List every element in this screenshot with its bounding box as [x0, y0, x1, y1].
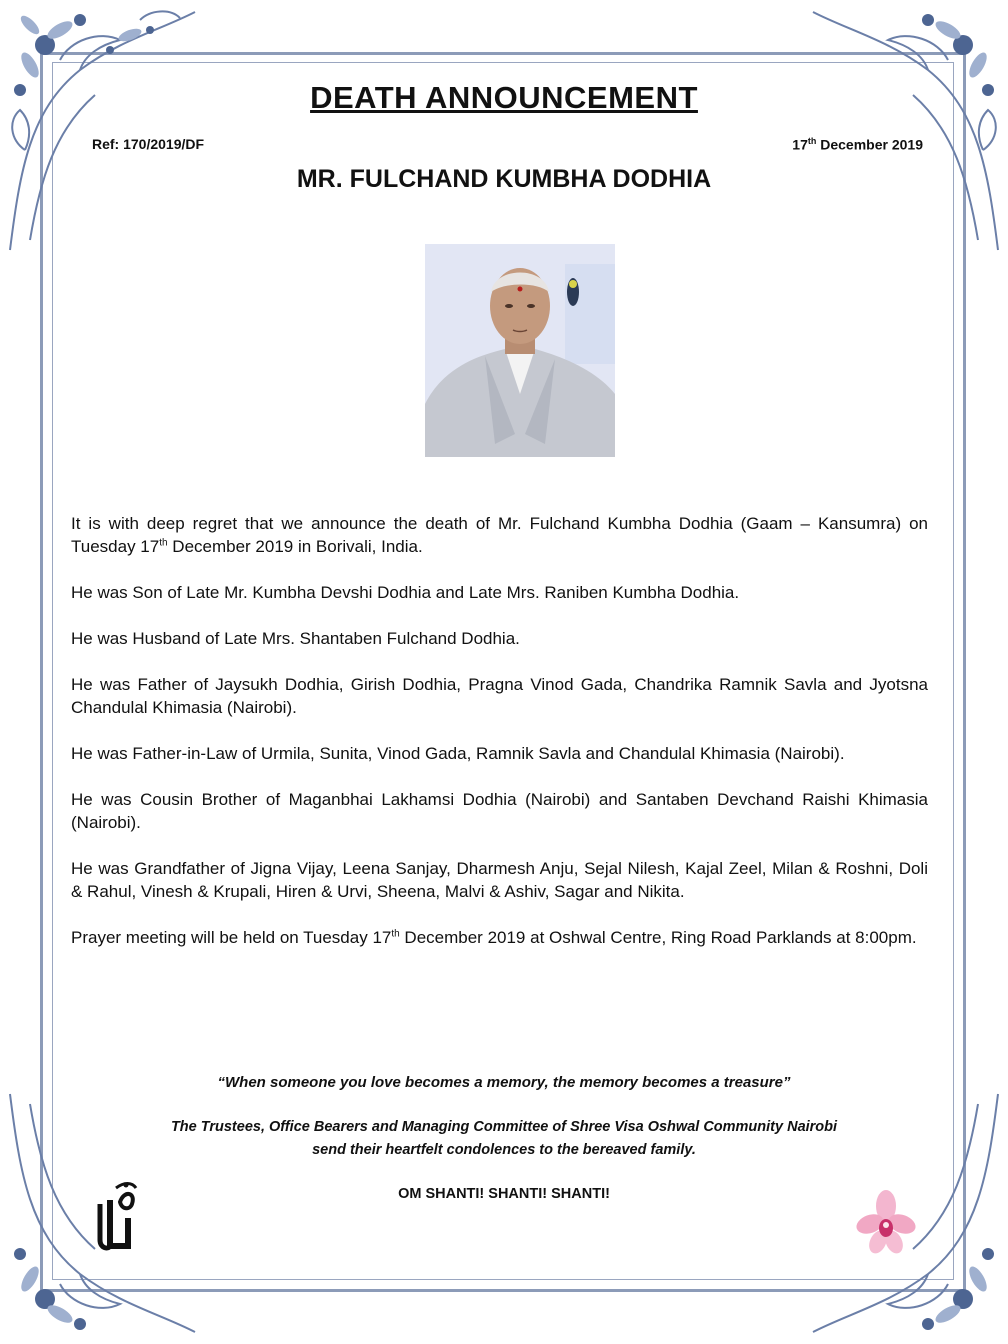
memorial-quote: “When someone you love becomes a memory, the memory becomes a treasure”	[217, 1074, 791, 1091]
portrait-photo	[425, 244, 615, 457]
deceased-name: MR. FULCHAND KUMBHA DODHIA	[296, 165, 712, 193]
corner-ornament-icon	[808, 0, 1008, 260]
paragraph-grandchildren: He was Grandfather of Jigna Vijay, Leena Sanjay, Dharmesh Anju, Sejal Nilesh, Kajal Zeel, Milan & Roshni, Doli & Rahul, Vinesh & Krupali, Hiren & Urvi, Sheena, Malvi & Ashiv, Sagar and Nikita.	[71, 859, 928, 901]
jain-om-icon	[96, 1180, 140, 1255]
paragraph-prayer-meeting: Prayer meeting will be held on Tuesday 17th December 2019 at Oshwal Centre, Ring Road Parklands at 8:00pm.	[71, 928, 917, 947]
condolence-line-2: send their heartfelt condolences to the bereaved family.	[312, 1142, 696, 1158]
paragraph-death-notice: It is with deep regret that we announce the death of Mr. Fulchand Kumbha Dodhia (Gaam – Kansumra) on Tuesday 17th December 2019 in Borivali, India.	[71, 514, 928, 556]
om-shanti-text: OM SHANTI! SHANTI! SHANTI!	[398, 1186, 610, 1202]
paragraph-spouse: He was Husband of Late Mrs. Shantaben Fulchand Dodhia.	[71, 629, 520, 648]
orchid-flower-icon	[856, 1188, 916, 1256]
condolence-line-1: The Trustees, Office Bearers and Managing Committee of Shree Visa Oshwal Community Nairobi	[170, 1119, 838, 1135]
paragraph-in-laws: He was Father-in-Law of Urmila, Sunita, Vinod Gada, Ramnik Savla and Chandulal Khimasia (Nairobi).	[71, 744, 845, 763]
paragraph-cousins: He was Cousin Brother of Maganbhai Lakhamsi Dodhia (Nairobi) and Santaben Devchand Raishi Khimasia (Nairobi).	[71, 790, 928, 832]
condolence-message	[0, 1116, 1008, 1162]
corner-ornament-icon	[0, 0, 200, 260]
page-title: DEATH ANNOUNCEMENT	[310, 80, 698, 115]
paragraph-parents: He was Son of Late Mr. Kumbha Devshi Dodhia and Late Mrs. Raniben Kumbha Dodhia.	[71, 583, 740, 602]
paragraph-children: He was Father of Jaysukh Dodhia, Girish Dodhia, Pragna Vinod Gada, Chandrika Ramnik Savla and Jyotsna Chandulal Khimasia (Nairobi).	[71, 675, 928, 717]
announcement-body	[71, 512, 928, 972]
reference-number: Ref: 170/2019/DF	[92, 136, 205, 152]
announcement-date: 17th December 2019	[792, 136, 923, 153]
